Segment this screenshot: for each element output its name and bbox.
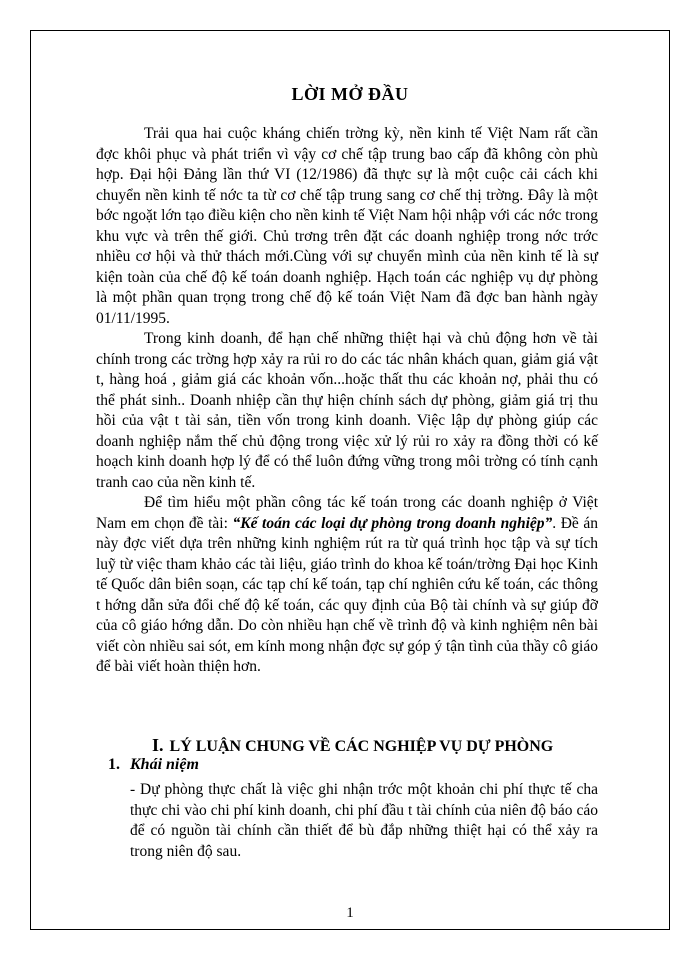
subsection-title: Khái niệm	[130, 756, 199, 773]
thesis-topic: “Kế toán các loại dự phòng trong doanh nghiệp”	[232, 514, 553, 532]
paragraph-3	[96, 493, 598, 678]
bullet-dash: -	[130, 781, 136, 798]
paragraph-3-after: . Đề án này đợc viết dựa trên những kinh nghiệm rút ra từ quá trình học tập và sự tích luỹ từ việc tham khảo các tài liệu, giáo trình do khoa kế toán/trờng Đại học Kinh tế Quốc dân biên soạn, các tạp chí kế toán, tạp chí nghiên cứu kế toán, các thông t hớng dẫn sửa đổi chế độ kế toán, các quy định của Bộ tài chính và sự giúp đỡ của cô giáo hớng dẫn. Do còn nhiều hạn chế về trình độ và kinh nghiệm nên bài viết còn nhiều sai sót, em kính mong nhận đợc sự góp ý tận tình của thầy cô giáo để bài viết hoàn thiện hơn.	[96, 514, 599, 675]
page-title: LỜI MỞ ĐẦU	[291, 84, 409, 104]
section-number: I.	[152, 735, 164, 755]
subsection-heading	[108, 756, 199, 774]
section-title: LÝ LUẬN CHUNG VỀ CÁC NGHIỆP VỤ DỰ PHÒNG	[169, 738, 554, 755]
page-number: 1	[346, 905, 354, 921]
intro-body	[96, 124, 598, 678]
section-heading	[152, 735, 553, 756]
subsection-number: 1.	[108, 756, 120, 773]
definition-item	[130, 780, 598, 862]
paragraph-3-before: Để tìm hiểu một phần công tác kế toán trong các doanh nghiệp ở Việt Nam em chọn đề tài:	[96, 494, 598, 532]
paragraph-2: Trong kinh doanh, để hạn chế những thiệt hại và chủ động hơn về tài chính trong các trờng hợp xảy ra rủi ro do các tác nhân khách quan, giảm giá vật t, hàng hoá , giảm giá các khoản vốn...hoặc thất thu các khoản nợ, phải thu có thể phát sinh.. Doanh nhiệp cần thự hiện chính sách dự phòng, giảm giá trị thu hồi của vật t tài sản, tiền vốn trong kinh doanh. Việc lập dự phòng giúp các doanh nghiệp nắm thế chủ động trong việc xử lý rủi ro xảy ra đồng thời có kế hoạch kinh doanh hợp lý để có thể luôn đứng vững trong môi trờng có tính cạnh tranh cao của nền kinh tế.	[96, 330, 598, 491]
paragraph-1: Trải qua hai cuộc kháng chiến trờng kỳ, nền kinh tế Việt Nam rất cần đợc khôi phục và phát triển vì vậy cơ chế tập trung bao cấp đã không còn phù hợp. Đại hội Đảng lần thứ VI (12/1986) đã thực sự là một cuộc cải cách khi chuyển nền kinh tế nớc ta từ cơ chế tập trung sang cơ chế thị trờng. Đây là một bớc ngoặt lớn tạo điều kiện cho nền kinh tế Việt Nam hội nhập với các nớc trong khu vực và trên thế giới. Chủ trơng trên đặt các doanh nghiệp trong nớc trớc nhiều cơ hội và thử thách mới.Cùng với sự chuyển mình của nền kinh tế là sự kiện toàn của chế độ kế toán doanh nghiệp. Hạch toán các nghiệp vụ dự phòng là một phần quan trọng trong chế độ kế toán Việt Nam đã đợc ban hành ngày 01/11/1995.	[96, 125, 598, 327]
definition-text: Dự phòng thực chất là việc ghi nhận trớc một khoản chi phí thực tế cha thực chi vào chi phí kinh doanh, chi phí đầu t tài chính của niên độ báo cáo để có nguồn tài chính cần thiết để bù đắp những thiệt hại có thể xảy ra trong niên độ sau.	[130, 781, 598, 860]
